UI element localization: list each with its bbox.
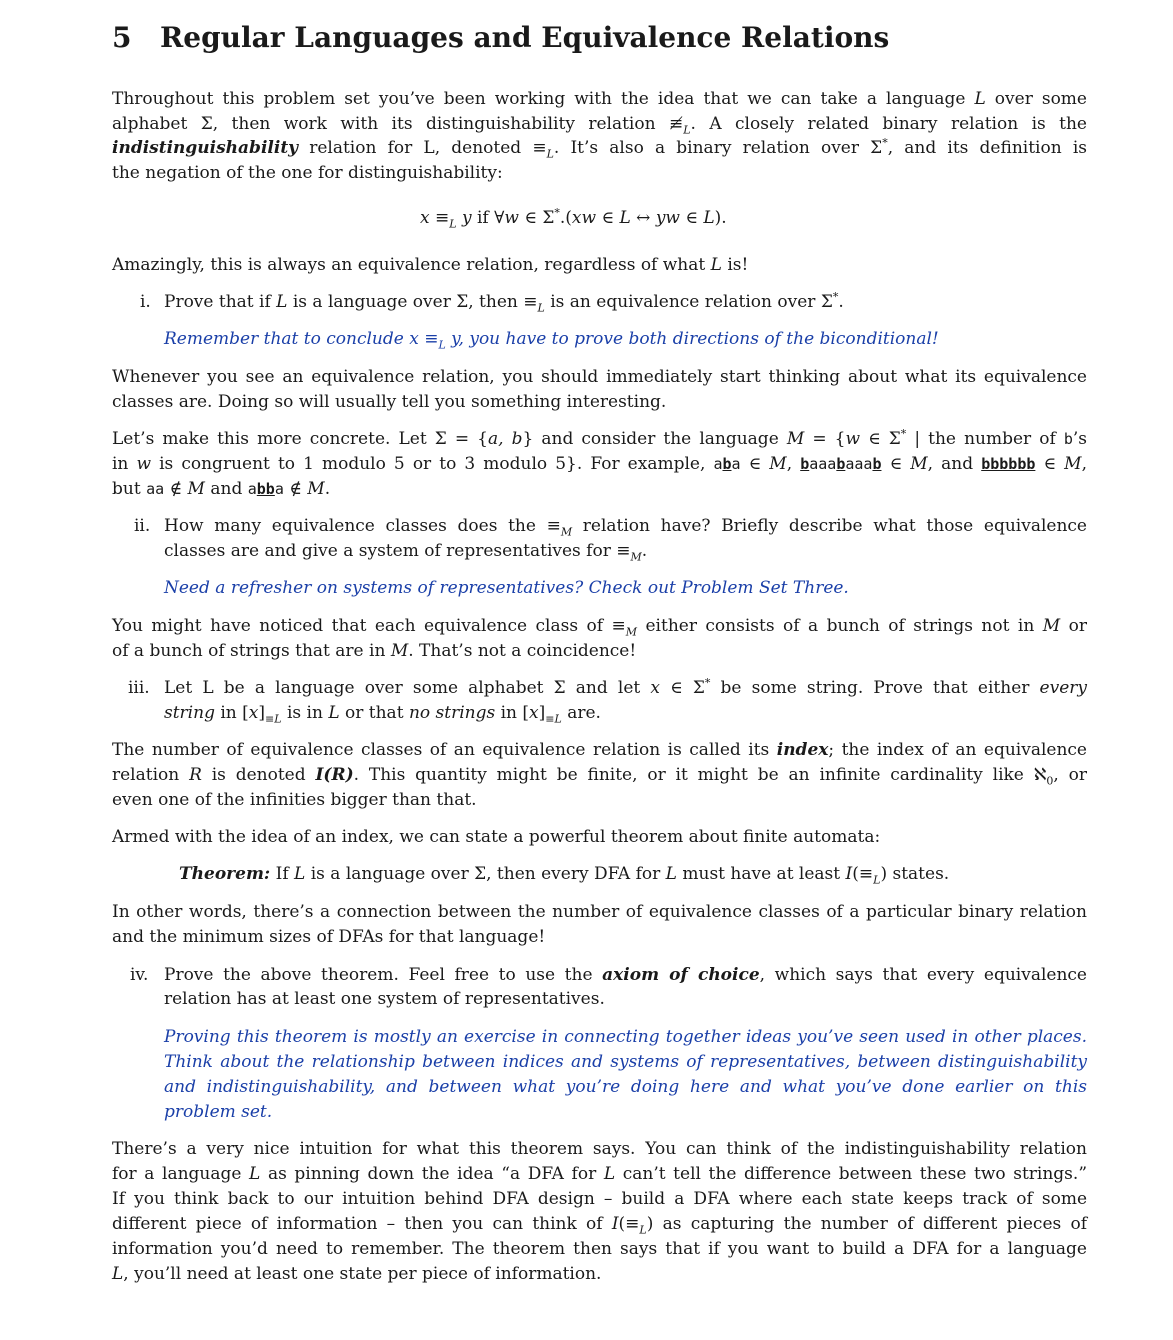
amazingly-line: Amazingly, this is always an equivalence relation, regardless of what L is! [112,255,749,275]
text-line: Whenever you see an equivalence relation, you should immediately start thinking about what its equivalence [112,367,1087,387]
item-label: iv. [130,965,149,985]
example-string: bbbbbb [981,455,1036,473]
text-line: L, you’ll need at least one state per piece of information. [112,1264,602,1284]
example-string: aa [146,480,165,498]
text-line: The number of equivalence classes of an equivalence relation is called its index; the index of an equivalence [112,740,1087,760]
problem-item-ii: ii. How many equivalence classes does the $\equiv_M$ relation have? Briefly describe what those equivalence [134,516,1087,539]
text-line: classes are. Doing so will usually tell you something interesting. [112,392,667,412]
term-indistinguishability: indistinguishability [112,138,299,158]
section-title: Regular Languages and Equivalence Relations [160,21,890,54]
term-index: index [776,740,829,760]
text-line: in w is congruent to 1 modulo 5 or to 3 modulo 5}. For example, aba ∈ M, baaabaaab ∈ M, and bbbbbb ∈ M, [112,454,1087,474]
section-number: 5 [112,21,132,54]
theorem-label: Theorem: [179,864,271,884]
item-label: ii. [134,516,151,536]
hint-i: Remember that to conclude $x \equiv_L$ y, you have to prove both directions of the biconditional! [164,329,939,352]
item-label: i. [140,292,151,312]
theorem-statement: Theorem: If L is a language over Σ, then every DFA for L must have at least $I(\equiv_L)$ states. [179,864,950,887]
text-line: the negation of the one for distinguishability: [112,163,503,183]
text-line: Let’s make this more concrete. Let Σ = {a, b} and consider the language M = {w ∈ Σ* | the number of b’s [112,427,1088,449]
text-line: relation R is denoted I(R). This quantity might be finite, or it might be an infinite cardinality like ℵ$_0$, or [112,765,1087,788]
term-axiom-of-choice: axiom of choice [602,965,760,985]
text-line: information you’d need to remember. The theorem then says that if you want to build a DFA for a language [112,1239,1087,1259]
example-string: a [713,455,723,473]
hint-line: Think about the relationship between indices and systems of representatives, between distinguishability [164,1052,1087,1072]
example-string: a [247,480,257,498]
text-line: You might have noticed that each equivalence class of $\equiv_M$ either consists of a bunch of strings not in M or [112,616,1087,639]
text-line: If you think back to our intuition behind DFA design – build a DFA where each state keeps track of some [112,1189,1087,1209]
text-line: Throughout this problem set you’ve been working with the idea that we can take a language L over some [112,89,1087,109]
text-line: of a bunch of strings that are in M. That’s not a coincidence! [112,641,637,661]
text-line: but aa ∉ M and abba ∉ M. [112,479,331,499]
problem-item-iv: iv. Prove the above theorem. Feel free to use the axiom of choice, which says that every equivalence [130,965,1087,985]
item-label: iii. [128,678,150,698]
text-line: alphabet Σ, then work with its distinguishability relation $≢_L$. A closely related binary relation is the [112,114,1087,137]
hint-line: problem set. [164,1102,273,1122]
text-line: Armed with the idea of an index, we can state a powerful theorem about finite automata: [112,827,881,847]
display-equation: $x \equiv_L$ y if ∀w ∈ Σ*.(xw ∈ L ↔ yw ∈ L). [420,206,727,231]
text-line: string in $[x]_{\equiv L}$ is in L or that no strings in $[x]_{\equiv L}$ are. [164,703,601,726]
text-line: and the minimum sizes of DFAs for that language! [112,927,546,947]
term-index-notation: I(R) [315,765,354,785]
text-line: relation has at least one system of representatives. [164,989,605,1009]
hint-line: Proving this theorem is mostly an exercise in connecting together ideas you’ve seen used in other places. [164,1027,1087,1047]
text-line: In other words, there’s a connection between the number of equivalence classes of a particular binary relation [112,902,1087,922]
text-line: There’s a very nice intuition for what this theorem says. You can think of the indistinguishability relation [112,1139,1087,1159]
text-line: even one of the infinities bigger than that. [112,790,477,810]
text-line: classes are and give a system of representatives for $\equiv_M$. [164,541,648,564]
section-heading [112,18,889,58]
example-string: b [800,455,810,473]
problem-item-i: i. Prove that if L is a language over Σ, then $\equiv_L$ is an equivalence relation over Σ*. [140,290,844,315]
hint-line: and indistinguishability, and between what you’re doing here and what you’ve done earlier on this [164,1077,1087,1097]
problem-item-iii: iii. Let L be a language over some alphabet Σ and let x ∈ Σ* be some string. Prove that either every [128,676,1087,698]
text-line: different piece of information – then you can think of $I(\equiv_L)$ as capturing the number of different pieces of [112,1214,1088,1237]
hint-ii: Need a refresher on systems of representatives? Check out Problem Set Three. [164,578,849,598]
text-line: indistinguishability relation for L, denoted $\equiv_L$. It’s also a binary relation over Σ*, and its definition is [112,136,1087,161]
text-line: for a language L as pinning down the idea “a DFA for L can’t tell the difference between these two strings.” [112,1164,1088,1184]
